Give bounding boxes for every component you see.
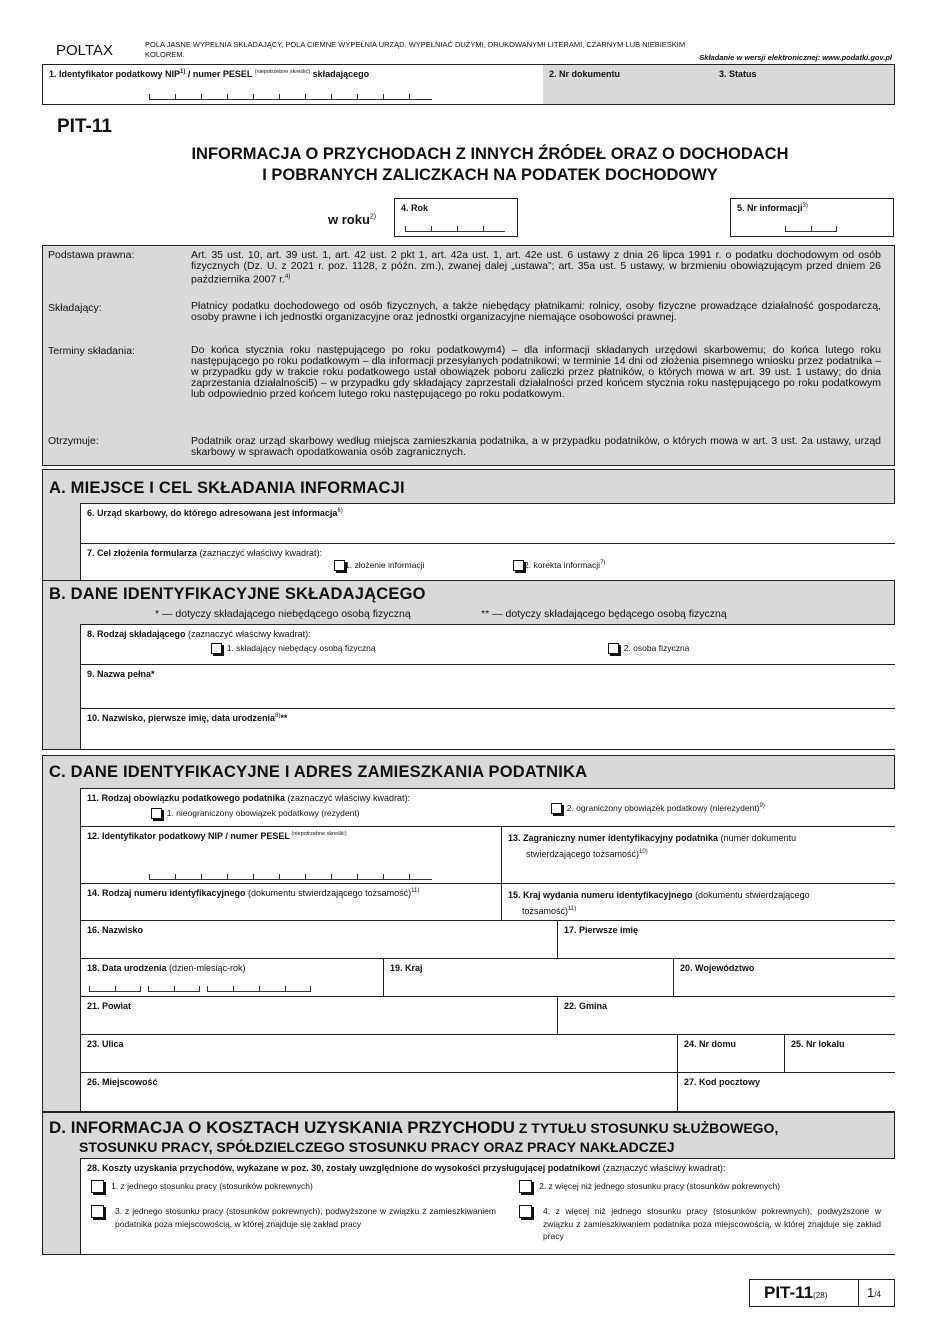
field-14-sup: 11) (411, 888, 420, 894)
tick-mark (331, 94, 332, 99)
field-1-sep: / numer PESEL (185, 69, 255, 79)
option-cost-2[interactable] (519, 1180, 889, 1193)
section-c-title: C. DANE IDENTYFIKACYJNE I ADRES ZAMIESZKANIA PODATNIKA (49, 763, 588, 781)
checkbox-nonresident[interactable] (551, 803, 562, 814)
option-cost-4-label: 4. z więcej niż jednego stosunku pracy (stosunków pokrewnych), podwyższone w związku z zamieszkiwaniem podatnika poza miejscowością, w której znajduje się zakład pracy (543, 1206, 881, 1241)
section-d-title-line2: STOSUNKU PRACY, SPÓŁDZIELCZEGO STOSUNKU PRACY ORAZ PRACY NAKŁADCZEJ (79, 1139, 675, 1155)
option-not-natural-person[interactable] (211, 643, 376, 654)
field-14-label (87, 888, 419, 898)
tick-mark (233, 986, 234, 991)
checkbox-cost-4[interactable] (519, 1205, 532, 1218)
field-11-text: 11. Rodzaj obowiązku podatkowego podatnika (87, 793, 286, 803)
field-14-id-type[interactable] (80, 883, 501, 920)
field-1-note: (niepotrzebne skreślić) (254, 69, 311, 75)
option-korekta[interactable] (513, 560, 605, 571)
field-18-text: 18. Data urodzenia (87, 963, 167, 973)
tick-mark (201, 874, 202, 879)
option-nonresident-sup: 9) (759, 803, 765, 810)
w-roku-text: w roku (328, 212, 370, 227)
field-2-document-number (543, 65, 714, 104)
option-natural-person-label: 2. osoba fizyczna (623, 643, 690, 653)
field-3-status (713, 65, 894, 104)
field-8-label (87, 629, 311, 639)
field-15-text: 15. Kraj wydania numeru identyfikacyjnego (508, 890, 693, 900)
footer-form-id (749, 1279, 895, 1307)
tick-mark (175, 874, 176, 879)
tick-mark (227, 874, 228, 879)
field-4-label: 4. Rok (401, 203, 429, 213)
field-1-sup: 1) (180, 69, 186, 75)
tick-mark (253, 874, 254, 879)
otrzymuje-text: Podatnik oraz urząd skarbowy według miejsca zamieszkania podatnika, a w przypadku podatników, o których mowa w art. 3 ust. 2a ustawy, urząd skarbowy w sprawach opodatkowania osób zagranicznych. (191, 435, 881, 458)
field-6-label (87, 508, 343, 518)
field-17-first-name[interactable] (557, 920, 895, 958)
field-2-label: 2. Nr dokumentu (549, 69, 621, 79)
section-b-note2: ** — dotyczy składającego będącego osobą fizyczną (481, 608, 727, 620)
tick-mark (285, 986, 286, 991)
field-6-text: 6. Urząd skarbowy, do którego adresowana jest informacja (87, 508, 338, 518)
field-23-street[interactable] (80, 1034, 677, 1072)
field-7-purpose (80, 543, 895, 581)
field-10-name-birthdate[interactable] (80, 708, 895, 749)
tick-mark (383, 94, 384, 99)
field-13-sup: 10) (639, 849, 648, 855)
option-korekta-label: 2. korekta informacji (524, 560, 601, 570)
footer-divider (858, 1280, 859, 1306)
tick-mark (149, 94, 150, 99)
section-b-title: B. DANE IDENTYFIKACYJNE SKŁADAJĄCEGO (49, 585, 426, 603)
field-18-note: (dzień-miesiąc-rok) (166, 963, 246, 973)
option-natural-person[interactable] (608, 643, 689, 654)
field-28-costs (80, 1158, 895, 1254)
field-18-label (87, 963, 246, 973)
field-13-note: (numer dokumentu (718, 833, 797, 843)
checkbox-natural-person[interactable] (608, 643, 619, 654)
field-5-label (737, 203, 808, 213)
header-fields-row (42, 64, 895, 105)
option-cost-1-label: 1. z jednego stosunku pracy (stosunków pokrewnych) (111, 1180, 313, 1191)
field-1-text: 1. Identyfikator podatkowy NIP (49, 69, 181, 79)
field-11-note: (zaznaczyć właściwy kwadrat): (285, 793, 411, 803)
field-28-text: 28. Koszty uzyskania przychodów, wykazane w poz. 30, zostały uwzględnione do wysokości przysługującej podatnikowi (87, 1163, 601, 1173)
option-nonresident[interactable] (551, 803, 765, 814)
section-d-title-b: Z TYTUŁU STOSUNKU SŁUŻBOWEGO, (514, 1120, 779, 1136)
field-15-label (508, 888, 810, 918)
field-12-note: (niepotrzebne skreślić) (289, 831, 347, 837)
form-title (95, 144, 885, 186)
section-c (42, 755, 895, 1112)
tick-mark (836, 226, 837, 231)
field-25-label: 25. Nr lokalu (791, 1039, 845, 1049)
field-20-label: 20. Województwo (680, 963, 755, 973)
field-13-label (508, 831, 796, 861)
option-zlozenie-label: 1. złożenie informacji (345, 560, 425, 570)
field-7-label (87, 548, 322, 558)
footer-page (867, 1285, 881, 1300)
field-18-birth-date[interactable] (80, 958, 383, 996)
field-25-apartment-number[interactable] (784, 1034, 895, 1072)
field-10-text: 10. Nazwisko, pierwsze imię, data urodzenia (87, 713, 276, 723)
field-12-tick-boxes (149, 873, 432, 880)
checkbox-zlozenie[interactable] (334, 560, 345, 571)
field-18-month-ticks (148, 985, 200, 992)
option-resident-label: 1. nieograniczony obowiązek podatkowy (rezydent) (166, 808, 360, 818)
option-not-natural-person-label: 1. składający niebędący osobą fizyczną (226, 643, 376, 653)
field-28-label (87, 1163, 725, 1173)
field-16-surname[interactable] (80, 920, 557, 958)
field-10-end: ** (280, 713, 288, 723)
section-d-title-a: D. INFORMACJA O KOSZTACH UZYSKANIA PRZYCHODU (49, 1118, 515, 1137)
tick-mark (279, 94, 280, 99)
field-5-sup: 3) (802, 203, 808, 209)
w-roku-sup: 2) (369, 213, 377, 221)
field-13-note2: stwierdzającego tożsamość) (526, 849, 640, 859)
field-24-label: 24. Nr domu (684, 1039, 737, 1049)
tick-mark (148, 986, 149, 991)
field-26-label: 26. Miejscowość (87, 1077, 158, 1087)
option-cost-3-label: 3. z jednego stosunku pracy (stosunków pokrewnych), podwyższone w związku z zamieszkiwaniem podatnika poza miejscowością, w której znajduje się zakład pracy (115, 1206, 496, 1229)
field-9-full-name[interactable] (80, 664, 895, 708)
podstawa-label: Podstawa prawna: (48, 249, 135, 261)
option-nonresident-label: 2. ograniczony obowiązek podatkowy (nierezydent) (566, 803, 760, 813)
field-1-end: składającego (310, 69, 370, 79)
field-7-text: 7. Cel złożenia formularza (87, 548, 198, 558)
legal-basis-panel (42, 245, 895, 466)
podstawa-sup: 4) (284, 274, 291, 280)
section-d-title-line1 (49, 1118, 889, 1138)
field-4-tick-boxes (405, 225, 505, 232)
field-1-identifier[interactable] (43, 65, 544, 104)
section-a-title: A. MIEJSCE I CEL SKŁADANIA INFORMACJI (49, 479, 405, 497)
field-14-note: (dokumentu stwierdzającego tożsamość) (245, 888, 412, 898)
footer-page-total: /4 (874, 1290, 881, 1299)
field-21-county[interactable] (80, 996, 557, 1034)
tick-mark (305, 94, 306, 99)
tick-mark (357, 874, 358, 879)
footer-code (764, 1283, 827, 1303)
field-10-sup: 8) (275, 713, 281, 719)
checkbox-cost-2[interactable] (519, 1180, 532, 1193)
field-26-city[interactable] (80, 1072, 677, 1111)
tick-mark (357, 94, 358, 99)
tick-mark (785, 226, 786, 231)
tick-mark (115, 986, 116, 991)
field-27-label: 27. Kod pocztowy (684, 1077, 761, 1087)
w-roku-label (328, 212, 376, 227)
option-cost-4[interactable] (519, 1205, 881, 1243)
tick-mark (483, 226, 484, 231)
field-13-text: 13. Zagraniczny numer identyfikacyjny podatnika (508, 833, 719, 843)
field-5-tick-boxes (785, 225, 837, 232)
section-b-note1: * — dotyczy składającego niebędącego osobą fizyczną (155, 608, 411, 620)
tick-mark (305, 874, 306, 879)
section-b (42, 580, 895, 750)
field-28-note: (zaznaczyć właściwy kwadrat): (600, 1163, 726, 1173)
field-18-day-ticks (89, 985, 141, 992)
tick-mark (279, 874, 280, 879)
instructions-line2: KOLOREM. (145, 50, 185, 59)
field-16-label: 16. Nazwisko (87, 925, 144, 935)
field-15-note: (dokumentu stwierdzającego (692, 890, 810, 900)
tick-mark (174, 986, 175, 991)
tick-mark (811, 226, 812, 231)
tick-mark (207, 986, 208, 991)
tick-mark (331, 874, 332, 879)
field-8-text: 8. Rodzaj składającego (87, 629, 186, 639)
field-12-label (87, 831, 347, 841)
checkbox-korekta[interactable] (513, 560, 524, 571)
field-6-tax-office[interactable] (80, 503, 895, 543)
checkbox-resident[interactable] (151, 808, 162, 819)
form-code: PIT-11 (57, 116, 112, 137)
field-15-sup: 11) (568, 906, 577, 912)
form-title-line2: I POBRANYCH ZALICZKACH NA PODATEK DOCHODOWY (262, 166, 718, 184)
footer-version: (28) (813, 1291, 828, 1300)
field-19-label: 19. Kraj (390, 963, 423, 973)
section-d-title (49, 1118, 889, 1157)
tick-mark (89, 986, 90, 991)
skladajacy-text: Płatnicy podatku dochodowego od osób fizycznych, a także niebędący płatnikami: rolnicy, osoby fizyczne prowadzące działalność gospodarczą, osoby prawne i ich jednostki organizacyjne oraz jednostki organizacyjne niemające osobowości prawnej. (191, 300, 881, 323)
option-resident[interactable] (151, 808, 360, 819)
field-14-text: 14. Rodzaj numeru identyfikacyjnego (87, 888, 246, 898)
field-8-note: (zaznaczyć właściwy kwadrat): (185, 629, 311, 639)
option-cost-3[interactable] (91, 1205, 496, 1230)
field-17-label: 17. Pierwsze imię (564, 925, 639, 935)
field-6-sup: 6) (337, 508, 343, 514)
field-20-voivodeship[interactable] (673, 958, 895, 996)
field-4-year[interactable] (394, 198, 518, 237)
electronic-filing-note: Składanie w wersji elektronicznej: www.podatki.gov.pl (699, 53, 892, 62)
podstawa-body: Art. 35 ust. 10, art. 39 ust. 1, art. 42 ust. 2 pkt 1, art. 42a ust. 1, art. 42e ust. 6 ustawy z dnia 26 lipca 1991 r. o podatku dochodowym od osób fizycznych (Dz. U. z 2021 r. poz. 1128, z późn. zm.), zwanej dalej „ustawa”; art. 35a ust. 5 ustawy, w brzmieniu obowiązującym przed dniem 26 października 2007 r. (191, 249, 881, 286)
field-21-label: 21. Powiat (87, 1001, 132, 1011)
field-5-info-number[interactable] (730, 198, 894, 237)
podstawa-text (191, 250, 881, 286)
field-11-tax-obligation (80, 788, 895, 826)
terminy-label: Terminy składania: (48, 345, 135, 357)
field-19-country[interactable] (383, 958, 673, 996)
tick-mark (227, 94, 228, 99)
field-24-house-number[interactable] (677, 1034, 784, 1072)
tick-mark (405, 226, 406, 231)
checkbox-cost-1[interactable] (91, 1180, 104, 1193)
tick-mark (409, 94, 410, 99)
field-15-id-country[interactable] (501, 883, 895, 920)
checkbox-cost-3[interactable] (91, 1205, 104, 1218)
section-a (42, 469, 895, 581)
field-1-label (49, 69, 369, 79)
tick-mark (310, 986, 311, 991)
tick-mark (259, 986, 260, 991)
field-12-nip-pesel[interactable] (80, 826, 501, 883)
option-korekta-sup: 7) (600, 560, 606, 567)
option-cost-1[interactable] (91, 1180, 491, 1193)
tick-mark (140, 986, 141, 991)
field-5-text: 5. Nr informacji (737, 203, 803, 213)
form-title-line1: INFORMACJA O PRZYCHODACH Z INNYCH ŹRÓDEŁ ORAZ O DOCHODACH (191, 145, 789, 163)
field-12-text: 12. Identyfikator podatkowy NIP / numer PESEL (87, 831, 290, 841)
field-9-label: 9. Nazwa pełna* (87, 669, 155, 679)
tick-mark (201, 94, 202, 99)
field-10-label (87, 713, 287, 723)
poltax-label: POLTAX (56, 42, 113, 59)
field-8-filer-type (80, 624, 895, 664)
field-15-note2: tożsamość) (522, 906, 569, 916)
option-cost-2-label: 2. z więcej niż jednego stosunku pracy (stosunków pokrewnych) (539, 1180, 781, 1191)
terminy-text: Do końca stycznia roku następującego po roku podatkowym4) – dla informacji składanych urzędowi skarbowemu; do końca lutego roku następującego po roku podatkowym – dla informacji przesyłanych podatnikowi; w terminie 14 dni od złożenia pisemnego wniosku przez podatnika – w przypadku gdy w trakcie roku podatkowego ustał obowiązek poboru zaliczki przez płatników, o których mowa w art. 39 ust. 1 ustawy; do dnia zaprzestania działalności5) – w przypadku gdy składający zaprzestali działalności przed końcem stycznia roku następującego po roku podatkowym lub odpowiednio przed końcem lutego roku następującego po roku podatkowym. (191, 344, 881, 400)
field-1-tick-boxes (149, 93, 432, 100)
tick-mark (199, 986, 200, 991)
tick-mark (383, 874, 384, 879)
checkbox-not-natural-person[interactable] (211, 643, 222, 654)
tick-mark (175, 94, 176, 99)
section-d (42, 1112, 895, 1255)
skladajacy-label: Składający: (48, 302, 102, 314)
footer-page-number: 1 (867, 1285, 875, 1300)
tick-mark (253, 94, 254, 99)
field-13-foreign-id[interactable] (501, 826, 895, 883)
field-23-label: 23. Ulica (87, 1039, 124, 1049)
otrzymuje-label: Otrzymuje: (48, 435, 99, 447)
field-27-postal-code[interactable] (677, 1072, 895, 1111)
tick-mark (149, 874, 150, 879)
instructions-line1: POLA JASNE WYPEŁNIA SKŁADAJĄCY, POLA CIEMNE WYPEŁNIA URZĄD. WYPEŁNIAĆ DUŻYMI, DRUKOWANYMI LITERAMI, CZARNYM LUB NIEBIESKIM (145, 40, 686, 49)
field-22-label: 22. Gmina (564, 1001, 608, 1011)
tick-mark (431, 226, 432, 231)
field-22-commune[interactable] (557, 996, 895, 1034)
option-zlozenie[interactable] (334, 560, 424, 571)
footer-code-text: PIT-11 (764, 1283, 814, 1302)
tick-mark (409, 874, 410, 879)
field-3-label: 3. Status (719, 69, 757, 79)
field-18-year-ticks (207, 985, 311, 992)
tick-mark (457, 226, 458, 231)
field-11-label (87, 793, 410, 803)
field-7-note: (zaznaczyć właściwy kwadrat): (197, 548, 323, 558)
